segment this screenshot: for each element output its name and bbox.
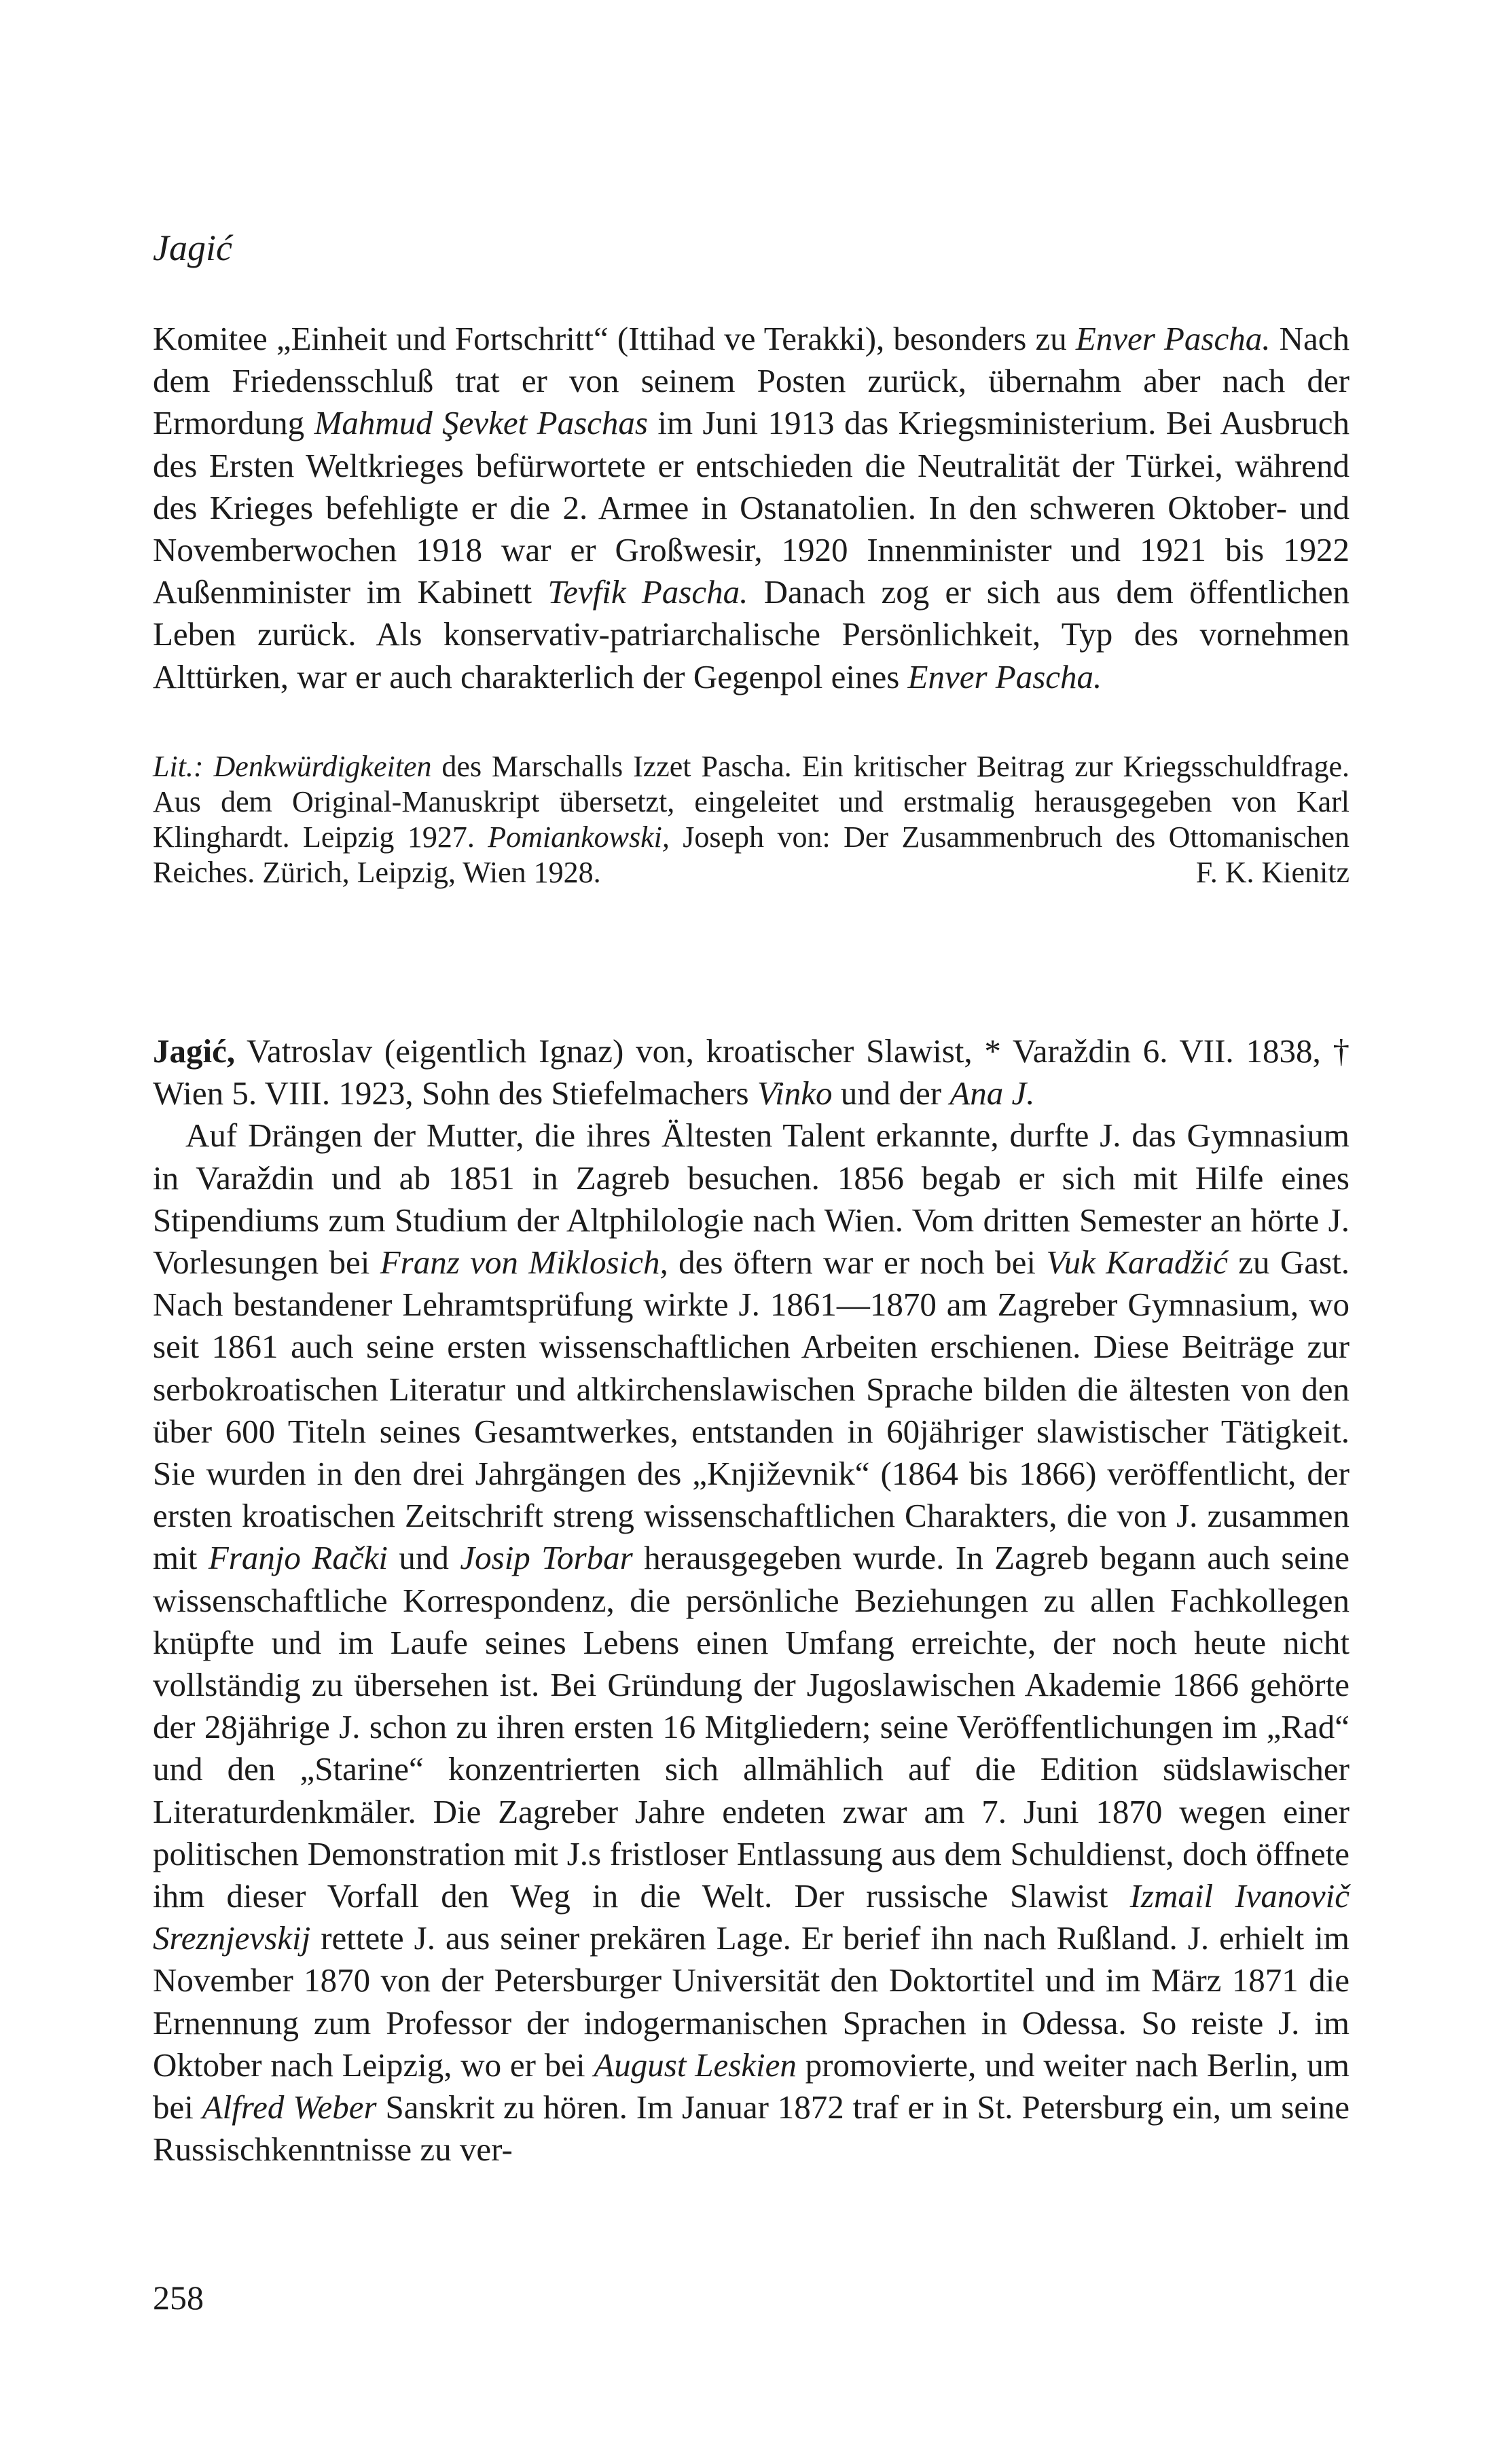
jagic-entry-body [153, 1115, 1350, 2171]
jagic-entry [153, 1030, 1350, 2171]
person-name: Enver Pascha. [907, 657, 1102, 695]
text-segment: herausgegeben wurde. In Zagreb begann auch seine wissenschaftliche Korrespondenz, die persönliche Beziehungen zu allen Fachkollegen knüpfte und im Laufe seines Lebens einen Umfang erreichte, der noch heute nicht vollständig zu übersehen ist. Bei Gründung der Jugoslawischen Akademie 1866 gehörte der 28jährige J. schon zu ihren ersten 16 Mitgliedern; seine Veröffentlichungen im „Rad“ und den „Starine“ konzentrierten sich allmählich auf die Edition südslawischer Literaturdenkmäler. Die Zagreber Jahre endeten zwar am 7. Juni 1870 wegen einer politischen Demonstration mit J.s fristloser Entlassung aus dem Schuldienst, doch öffnete ihm dieser Vorfall den Weg in die Welt. Der russische Slawist [153, 1539, 1350, 1915]
author-name: Pomiankowski, [488, 820, 670, 854]
person-name: Franjo Rački [208, 1539, 388, 1577]
text-segment: Danach zog er sich aus dem öffentlichen Leben zurück. Als konservativ-patriarchalische Persönlichkeit, Typ des vornehmen Alttürken, war er auch charakterlich der Gegenpol eines [153, 573, 1350, 695]
text-segment: Auf Drängen der Mutter, die ihres Ältesten Talent erkannte, durfte J. das Gymnasium in Varaždin und ab 1851 in Zagreb besuchen. 1856 begab er sich mit Hilfe eines Stipendiums zum Studium der Altphilologie nach Wien. Vom dritten Semester an hörte J. Vorlesungen bei [153, 1117, 1350, 1282]
text-segment: des Marschalls Izzet Pascha. Ein kritischer Beitrag zur Kriegsschuldfrage. Aus dem Original-Manuskript übersetzt, eingeleitet und erstmalig herausgegeben von Karl Klinghardt. Leipzig 1927. [153, 750, 1350, 854]
text-segment: Vatroslav (eigentlich Ignaz) von, kroatischer Slawist, * Varaždin 6. VII. 1838, † Wien 5. VIII. 1923, Sohn des Stiefelmachers [153, 1032, 1350, 1112]
izzet-entry-continuation [153, 318, 1350, 698]
entry-headword: Jagić, [153, 1032, 236, 1070]
literature-paragraph [153, 749, 1350, 890]
person-name: Enver Pascha. [1075, 320, 1271, 357]
person-name: Ana J. [949, 1074, 1035, 1112]
text-segment: im Juni 1913 das Kriegsministerium. Bei Ausbruch des Ersten Weltkrieges befürwortete er entschieden die Neutralität der Türkei, während des Krieges befehligte er die 2. Armee in Ostanatolien. In den schweren Oktober- und Novemberwochen 1918 war er Großwesir, 1920 Innenminister und 1921 bis 1922 Außenminister im Kabinett [153, 404, 1350, 611]
person-name: Franz von Miklosich, [380, 1244, 668, 1282]
person-name: Izmail Ivanovič Sreznjevskij [153, 1877, 1350, 1957]
page-number: 258 [153, 2279, 204, 2317]
person-name: Mahmud Şevket Paschas [314, 404, 648, 442]
text-segment: und der [832, 1074, 950, 1112]
text-segment: Nach dem Friedensschluß trat er von seinem Posten zurück, übernahm aber nach der Ermordung [153, 320, 1350, 442]
text-segment: Joseph von: Der Zusammenbruch des Ottomanischen Reiches. Zürich, Leipzig, Wien 1928. [153, 820, 1350, 889]
person-name: Alfred Weber [202, 2088, 377, 2126]
text-segment: promovierte, und weiter nach Berlin, um bei [153, 2046, 1350, 2126]
literature-title: Lit.: Denkwürdigkeiten [153, 750, 432, 783]
running-head: Jagić [153, 228, 232, 268]
person-name: Josip Torbar [460, 1539, 633, 1577]
entry-author-signature: F. K. Kienitz [1195, 856, 1350, 889]
text-segment: zu Gast. Nach bestandener Lehramtsprüfung wirkte J. 1861—1870 am Zagreber Gymnasium, wo seit 1861 auch seine ersten wissenschaftlichen Arbeiten erschienen. Diese Beiträge zur serbokroatischen Literatur und altkirchenslawischen Sprache bilden die ältesten von den über 600 Titeln seines Gesamtwerkes, entstanden in 60jähriger slawistischer Tätigkeit. Sie wurden in den drei Jahrgängen des „Književnik“ (1864 bis 1866) veröffentlicht, der ersten kroatischen Zeitschrift streng wissenschaftlichen Charakters, die von J. zusammen mit [153, 1244, 1350, 1577]
text-segment: und [387, 1539, 460, 1577]
text-segment: des öftern war er noch bei [668, 1244, 1047, 1282]
literature-references [153, 749, 1350, 890]
jagic-entry-header [153, 1030, 1350, 1115]
person-name: August Leskien [594, 2046, 797, 2084]
person-name: Tevfik Pascha. [547, 573, 748, 611]
person-name: Vinko [757, 1074, 833, 1112]
text-segment: Sanskrit zu hören. Im Januar 1872 traf er in St. Petersburg ein, um seine Russischkenntnisse zu ver- [153, 2088, 1350, 2169]
text-segment: Komitee „Einheit und Fortschritt“ (Ittihad ve Terakki), besonders zu [153, 320, 1076, 357]
text-segment: rettete J. aus seiner prekären Lage. Er berief ihn nach Rußland. J. erhielt im November 1870 von der Petersburger Universität den Doktortitel und im März 1871 die Ernennung zum Professor der indogermanischen Sprachen in Odessa. So reiste J. im Oktober nach Leipzig, wo er bei [153, 1919, 1350, 2084]
izzet-paragraph [153, 318, 1350, 698]
person-name: Vuk Karadžić [1046, 1244, 1228, 1282]
